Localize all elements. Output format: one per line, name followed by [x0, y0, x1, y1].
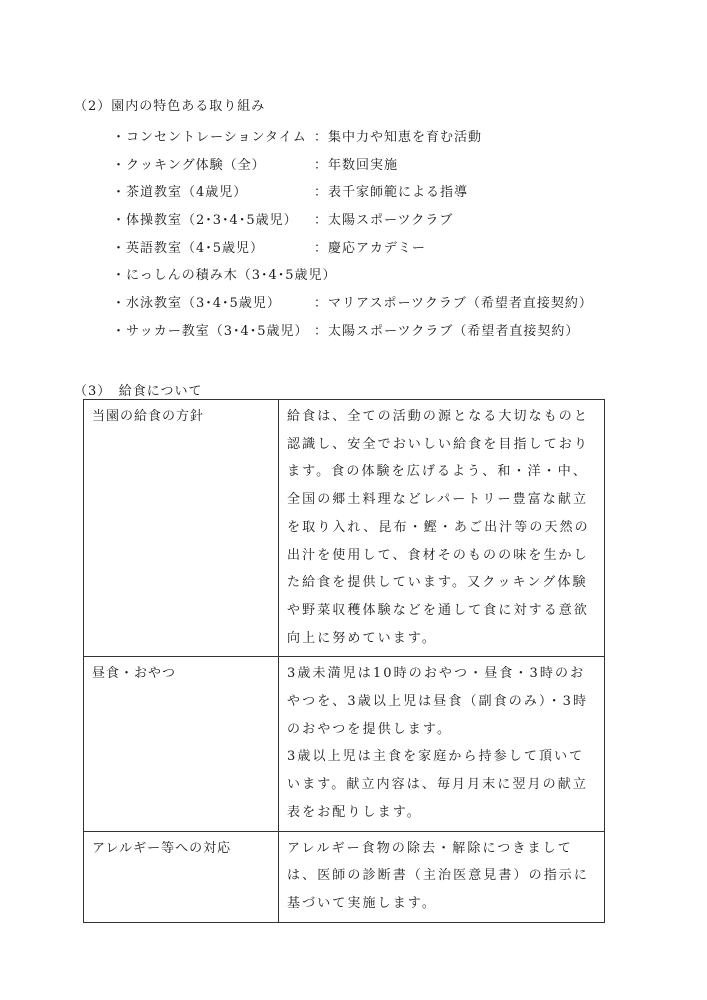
activity-name: ・サッカー教室（3･4･5歳児） — [112, 323, 309, 339]
activity-name: ・にっしんの積み木（3･4･5歳児） — [112, 268, 337, 284]
activity-name: ・水泳教室（3･4･5歳児） — [112, 296, 281, 312]
activity-desc: ：太陽スポーツクラブ（希望者直接契約） — [314, 323, 580, 339]
activity-desc: ：太陽スポーツクラブ — [314, 213, 454, 229]
activity-name: ・コンセントレーションタイム — [112, 130, 307, 145]
activity-item — [112, 262, 672, 290]
section-3-heading: （3） 給食について — [74, 384, 203, 399]
activity-item — [112, 152, 672, 180]
row-label: 当園の給食の方針 — [84, 400, 279, 657]
activity-desc: ：慶応アカデミー — [314, 240, 426, 256]
section-2-heading: （2）園内の特色ある取り組み — [74, 99, 266, 114]
activity-name: ・クッキング体験（全） — [112, 157, 266, 173]
activity-name: ・茶道教室（4歳児） — [112, 185, 248, 201]
activity-name: ・体操教室（2･3･4･5歳児） — [112, 213, 298, 229]
activity-desc: ：年数回実施 — [314, 157, 399, 173]
meal-policy-table — [83, 399, 605, 923]
table-row — [84, 831, 605, 922]
row-label: アレルギー等への対応 — [84, 831, 279, 922]
row-content — [279, 831, 605, 922]
row-paragraph: 3歳未満児は10時のおやつ・昼食・3時のおやつを、3歳以上児は昼食（副食のみ）・3時のおやつを提供します。 — [287, 666, 589, 737]
activity-item — [112, 179, 672, 207]
activity-item — [112, 290, 672, 318]
activity-name: ・英語教室（4･5歳児） — [112, 240, 265, 256]
activity-list — [112, 124, 672, 346]
activity-item — [112, 235, 672, 263]
table-row — [84, 657, 605, 831]
row-paragraph: アレルギー食物の除去・解除につきましては、医師の診断書（主治医意見書）の指示に基づいて実施します。 — [287, 840, 590, 911]
row-content — [279, 657, 605, 831]
row-label: 昼食・おやつ — [84, 657, 279, 831]
table-row — [84, 400, 605, 657]
activity-item — [112, 318, 672, 346]
row-content — [279, 400, 605, 657]
row-paragraph: 給食は、全ての活動の源となる大切なものと認識し、安全でおいしい給食を目指しております。食の体験を広げるよう、和・洋・中、全国の郷土料理などレパートリー豊富な献立を取り入れ、昆布・鰹・あご出汁等の天然の出汁を使用して、食材そのものの味を生かした給食を提供しています。又クッキング体験や野菜収穫体験などを通して食に対する意欲向上に努めています。 — [287, 409, 590, 646]
activity-desc: ：表千家師範による指導 — [314, 185, 469, 201]
activity-desc: ：マリアスポーツクラブ（希望者直接契約） — [314, 296, 593, 312]
activity-item — [112, 207, 672, 235]
row-paragraph: 3歳以上児は主食を家庭から持参して頂いています。献立内容は、毎月月末に翌月の献立表をお配りします。 — [287, 749, 588, 820]
activity-item — [112, 124, 672, 152]
activity-desc: ：集中力や知恵を育む活動 — [314, 130, 483, 145]
